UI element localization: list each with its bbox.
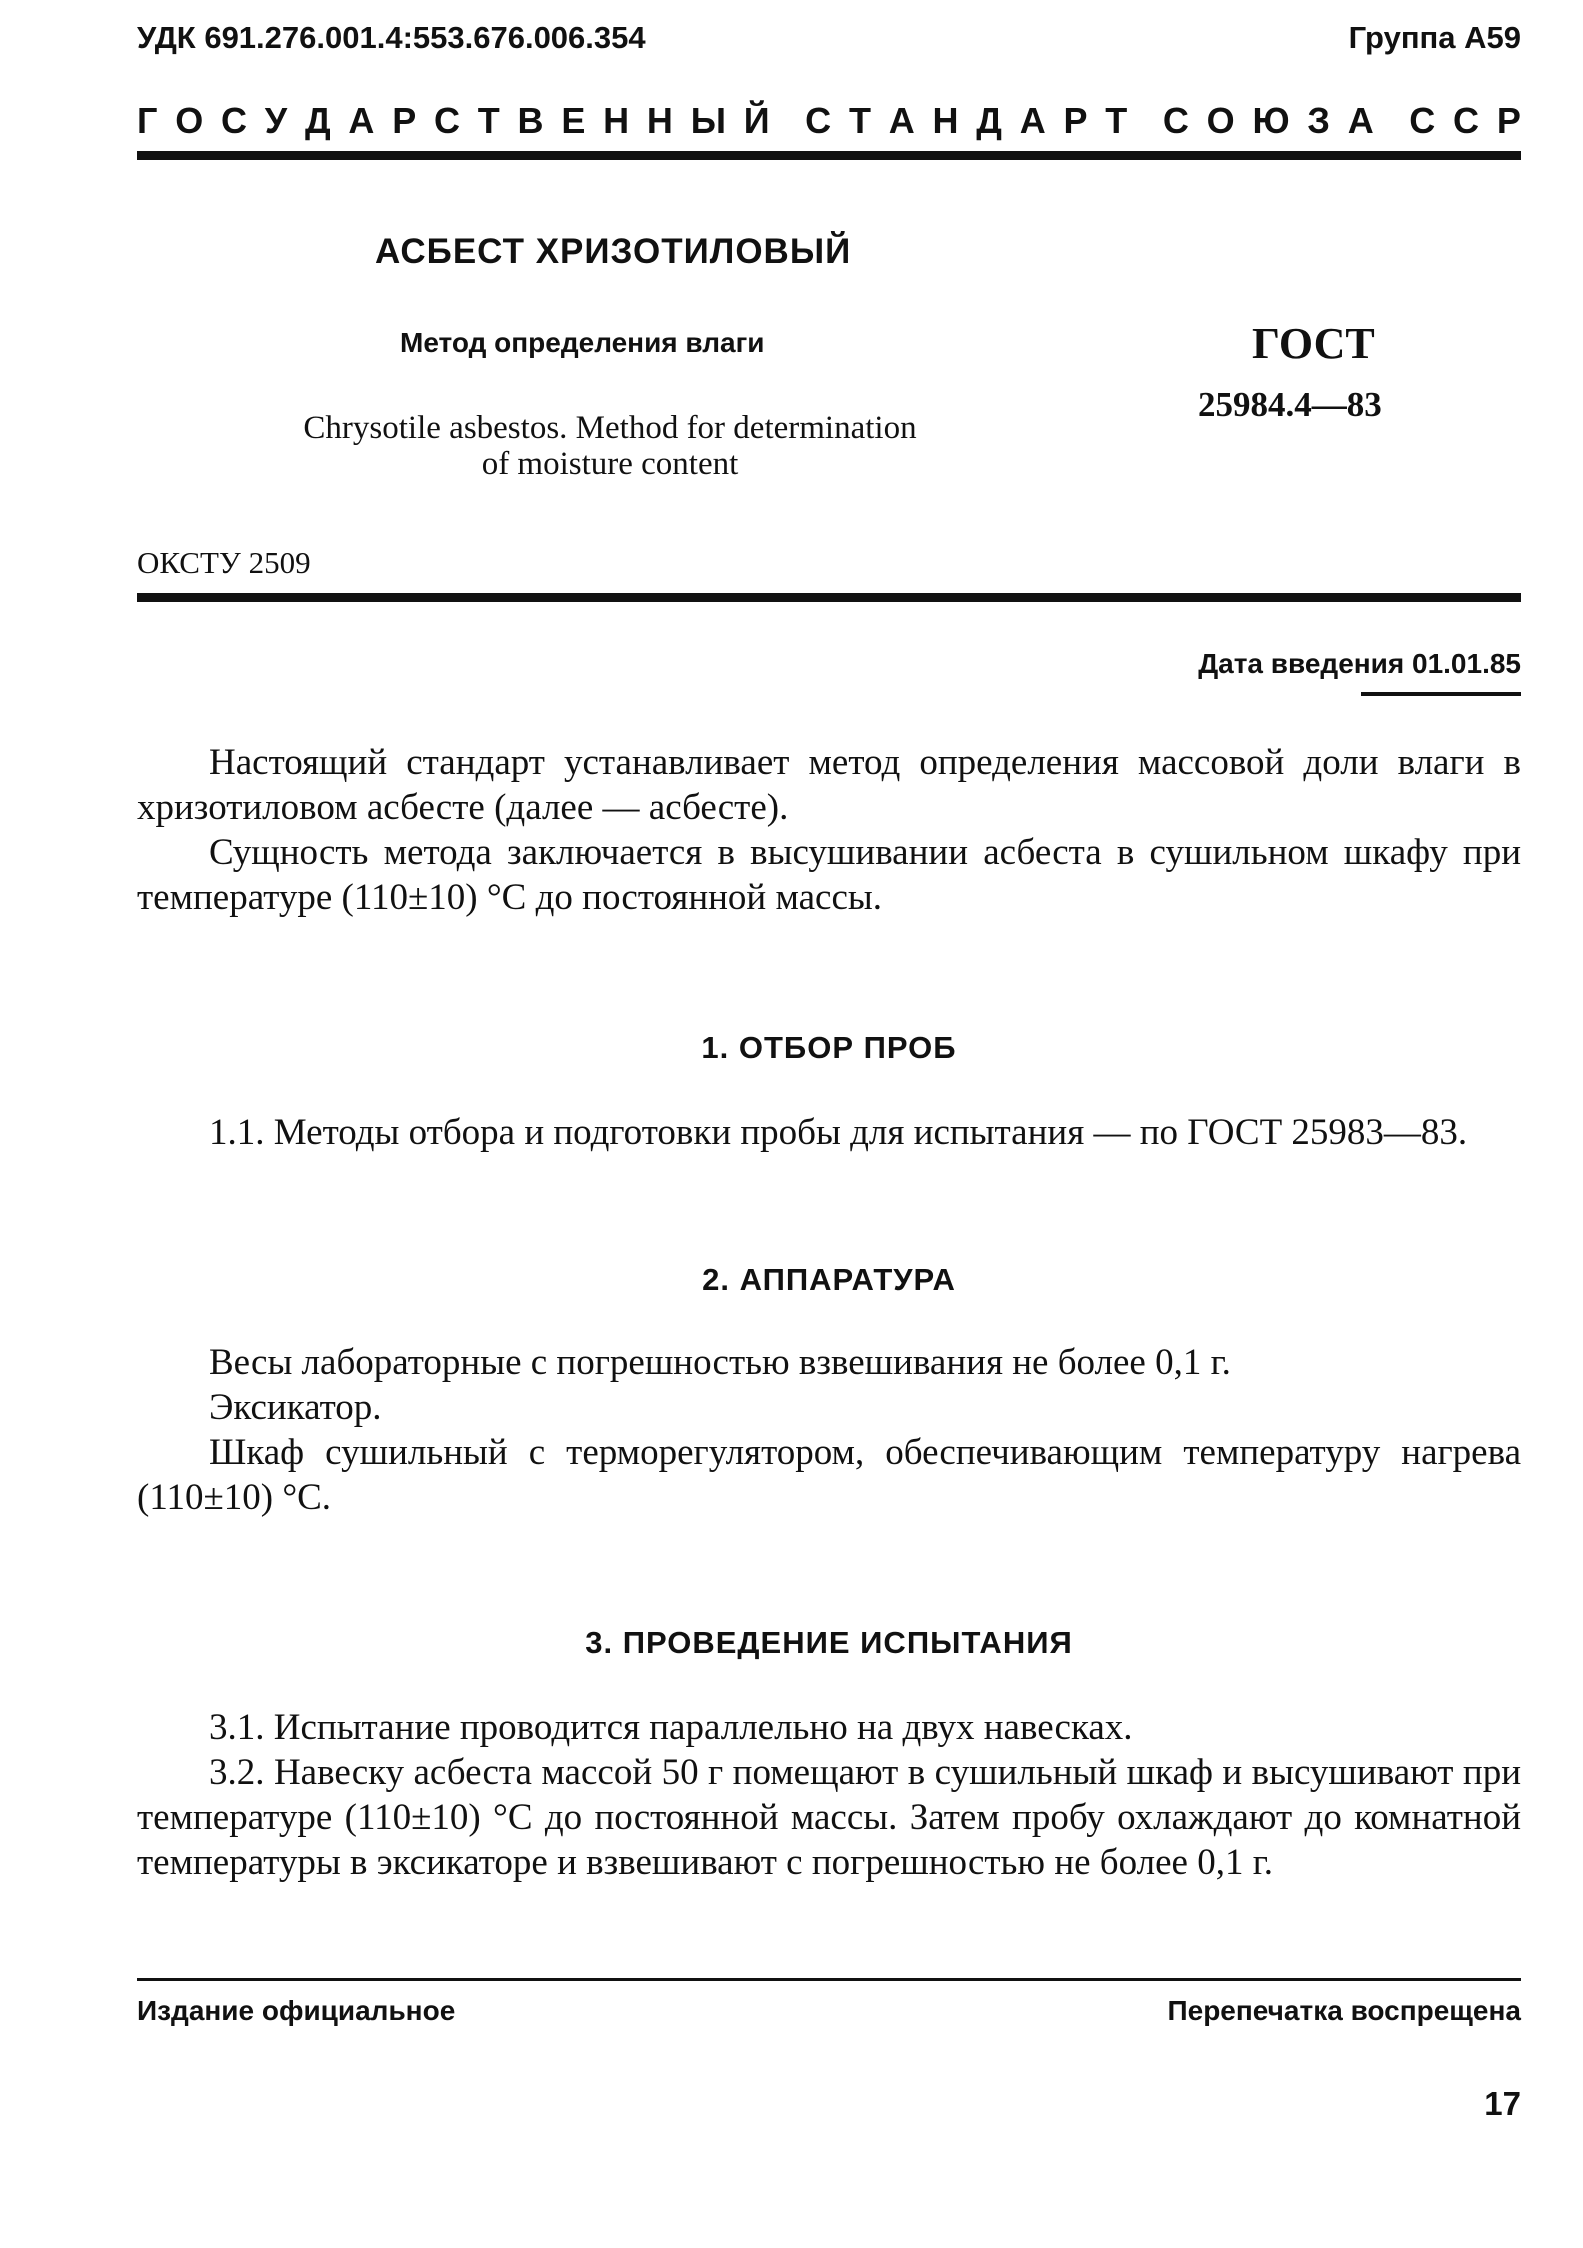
section-paragraph: Весы лабораторные с погрешностью взвешивания не более 0,1 г. (209, 1342, 1231, 1383)
udk-code: УДК 691.276.001.4:553.676.006.354 (137, 20, 646, 55)
section-paragraph: 1.1. Методы отбора и подготовки пробы для испытания — по ГОСТ 25983—83. (209, 1112, 1468, 1153)
header-rule (137, 151, 1521, 160)
intro-block (137, 740, 1521, 920)
group-code: Группа А59 (1348, 20, 1521, 55)
footer-official-edition: Издание официальное (137, 1995, 456, 2026)
okstu-rule (137, 593, 1521, 602)
subtitle-ru: Метод определения влаги (400, 327, 765, 358)
section-apparatus-body (137, 1340, 1521, 1520)
section-paragraph: 3.2. Навеску асбеста массой 50 г помещают в сушильный шкаф и высушивают при температуре (110±10) °С до постоянной массы. Затем пробу охлаждают до комнатной температуры в эксикаторе и взвешивают с погрешностью не более 0,1 г. (137, 1752, 1521, 1883)
footer-rule (137, 1978, 1521, 1981)
footer-reprint-notice: Перепечатка воспрещена (1167, 1995, 1521, 2026)
section-heading-sampling: 1. ОТБОР ПРОБ (701, 1030, 957, 1065)
section-paragraph: 3.1. Испытание проводится параллельно на двух навесках. (209, 1707, 1133, 1748)
document-title: АСБЕСТ ХРИЗОТИЛОВЫЙ (375, 232, 852, 271)
okstu-code: ОКСТУ 2509 (137, 545, 311, 580)
intro-paragraph: Настоящий стандарт устанавливает метод определения массовой доли влаги в хризотиловом асбесте (далее — асбесте). (137, 742, 1521, 828)
section-heading-apparatus: 2. АППАРАТУРА (702, 1262, 956, 1297)
page-number: 17 (1484, 2085, 1521, 2122)
subtitle-en: Chrysotile asbestos. Method for determination of moisture content (303, 410, 917, 482)
intro-paragraph: Сущность метода заключается в высушивании асбеста в сушильном шкафу при температуре (110±10) °С до постоянной массы. (137, 832, 1521, 918)
state-standard-heading: Г О С У Д А Р С Т В Е Н Н Ы Й С Т А Н Д А Р Т С О Ю З А С С Р (137, 100, 1521, 141)
section-paragraph: Шкаф сушильный с терморегулятором, обеспечивающим температуру нагрева (110±10) °С. (137, 1432, 1521, 1518)
gost-number: 25984.4—83 (1198, 385, 1382, 424)
section-heading-testing: 3. ПРОВЕДЕНИЕ ИСПЫТАНИЯ (585, 1625, 1073, 1660)
section-testing-body (137, 1705, 1521, 1885)
introduction-date: Дата введения 01.01.85 (1198, 648, 1521, 679)
section-paragraph: Эксикатор. (209, 1387, 382, 1428)
section-sampling-body (137, 1110, 1521, 1155)
date-underline (1361, 692, 1521, 696)
gost-label: ГОСТ (1252, 319, 1375, 368)
